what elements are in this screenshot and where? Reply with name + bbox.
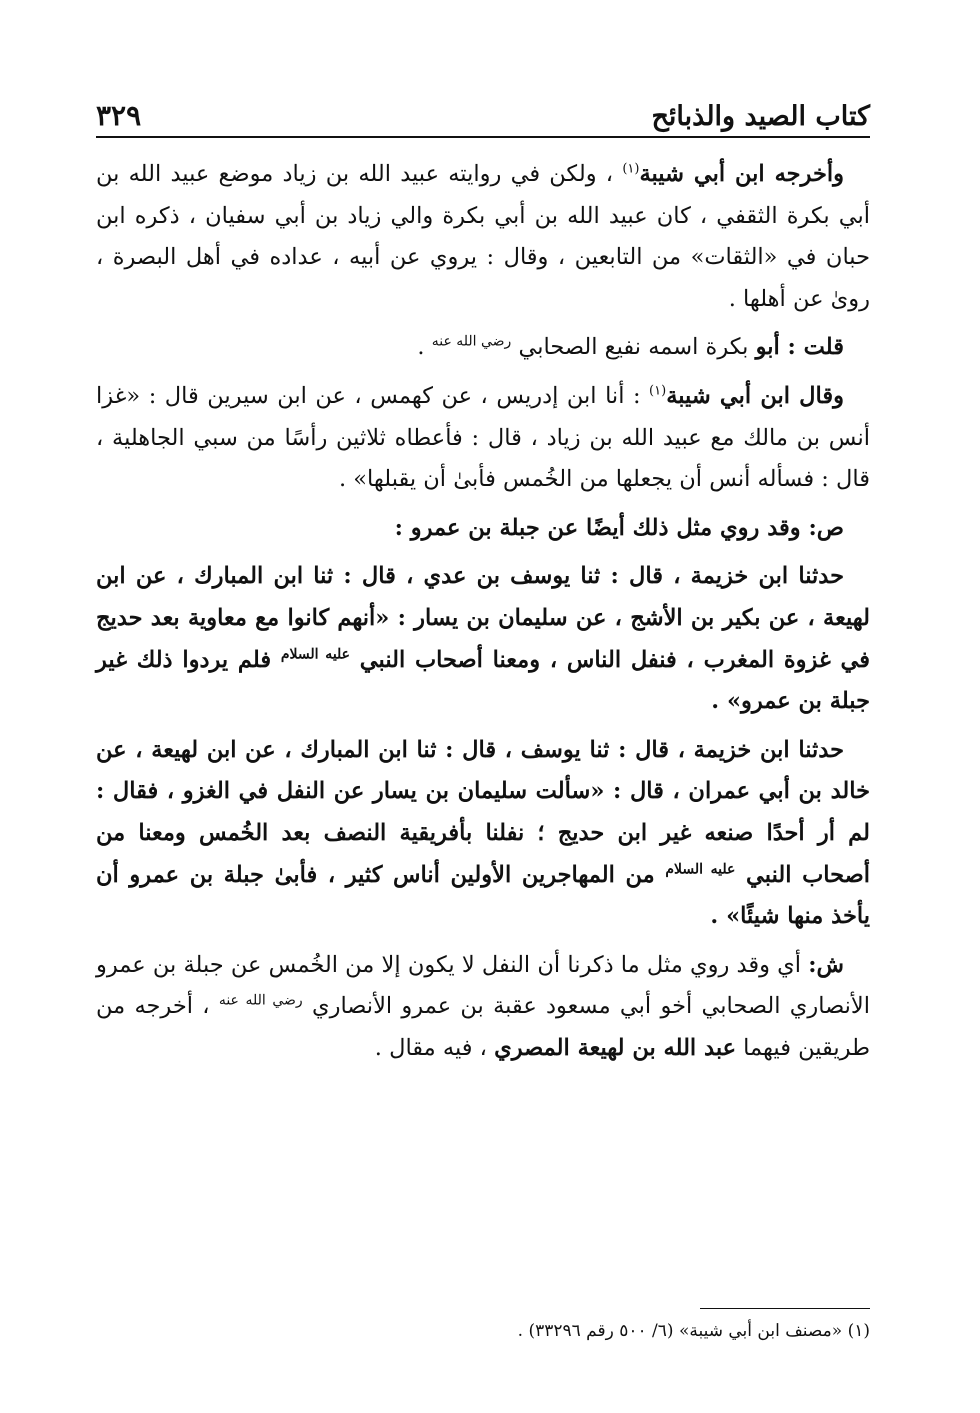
salutation-glyph: عليه السلام	[280, 646, 351, 663]
hadith-text-end: من المهاجرين الأولين أناس كثير ، فأبىٰ جبلة بن عمرو أن يأخذ منها شيئًا» .	[96, 861, 870, 930]
paragraph-5	[96, 556, 870, 722]
footnote-divider	[700, 1308, 870, 1309]
paragraph-lead: قلت : أبو	[755, 334, 844, 361]
paragraph-tail: .	[417, 334, 432, 361]
paragraph-text-b: ، أخرجه من طريقين فيهما	[96, 993, 870, 1061]
paragraph-text: بكرة اسمه نفيع الصحابي	[511, 334, 756, 361]
page-header	[96, 80, 870, 138]
footnote: (١) «مصنف ابن أبي شيبة» (٦/ ٥٠٠ رقم ٣٣٢٩٦) .	[517, 1321, 870, 1341]
paragraph-2	[96, 327, 870, 369]
paragraph-text: : أنا ابن إدريس ، عن كهمس ، عن ابن سيرين قال : «غزا أنس بن مالك مع عبيد الله بن زياد ، قال : فأعطاه ثلاثين رأسًا من سبي الجاهلية ، قال : فسأله أنس أن يجعلها من الخُمس فأبىٰ أن يقبلها» .	[96, 382, 870, 493]
hadith-text-end: فلم يردوا ذلك غير جبلة بن عمرو» .	[96, 646, 870, 715]
paragraph-lead: وأخرجه ابن أبي شيبة	[639, 161, 844, 187]
paragraph-text: أي وقد روي مثل ما ذكرنا أن النفل لا يكون إلا من الخُمس عن جبلة بن عمرو الأنصاري الصحابي أخو أبي مسعود عقبة بن عمرو الأنصاري	[96, 951, 870, 1020]
body-text	[96, 154, 870, 1076]
paragraph-lead: وقال ابن أبي شيبة	[666, 382, 844, 409]
salutation-glyph: عليه السلام	[665, 861, 736, 877]
hadith-text: حدثنا ابن خزيمة ، قال : ثنا يوسف ، قال : ثنا ابن المبارك ، عن ابن لهيعة ، عن خالد بن أبي عمران ، قال : «سألت سليمان بن يسار عن النفل في الغزو ، فقال : لم أر أحدًا صنعه غير ابن حديج ؛ نفلنا بأفريقية النصف بعد الخُمس ومعنا من أصحاب النبي	[96, 736, 871, 888]
section-heading: ص: وقد روي مثل ذلك أيضًا عن جبلة بن عمرو :	[394, 514, 844, 541]
paragraph-6	[96, 730, 870, 938]
paragraph-lead: ش:	[808, 951, 844, 978]
paragraph-1	[96, 154, 870, 320]
chapter-title: كتاب الصيد والذبائح	[651, 101, 870, 132]
footnote-ref: (١)	[622, 161, 640, 177]
honorific-glyph: رضي الله عنه	[431, 333, 512, 350]
paragraph-text: ، ولكن في روايته عبيد الله بن زياد موضع عبيد الله بن أبي بكرة الثقفي ، كان عبيد الله بن أبي بكرة والي زياد بن أبي سفيان ، ذكره ابن حبان في «الثقات» من التابعين ، وقال : يروي عن أبيه ، عداده في أهل البصرة ، روىٰ عن أهلها .	[96, 161, 870, 312]
paragraph-7	[96, 945, 870, 1070]
page-number: ٣٢٩	[96, 99, 142, 132]
paragraph-3	[96, 376, 870, 501]
honorific-glyph: رضي الله عنه	[218, 992, 303, 1009]
footnote-ref: (١)	[649, 383, 667, 399]
narrator-name: عبد الله بن لهيعة المصري	[494, 1034, 737, 1061]
paragraph-tail: ، فيه مقال .	[374, 1034, 495, 1061]
hadith-text: حدثنا ابن خزيمة ، قال : ثنا يوسف بن عدي ، قال : ثنا ابن المبارك ، عن ابن لهيعة ، عن بكير بن الأشج ، عن سليمان بن يسار : «أنهم كانوا مع معاوية بعد حديج في غزوة المغرب ، فنفل الناس ، ومعنا أصحاب النبي	[96, 563, 870, 673]
